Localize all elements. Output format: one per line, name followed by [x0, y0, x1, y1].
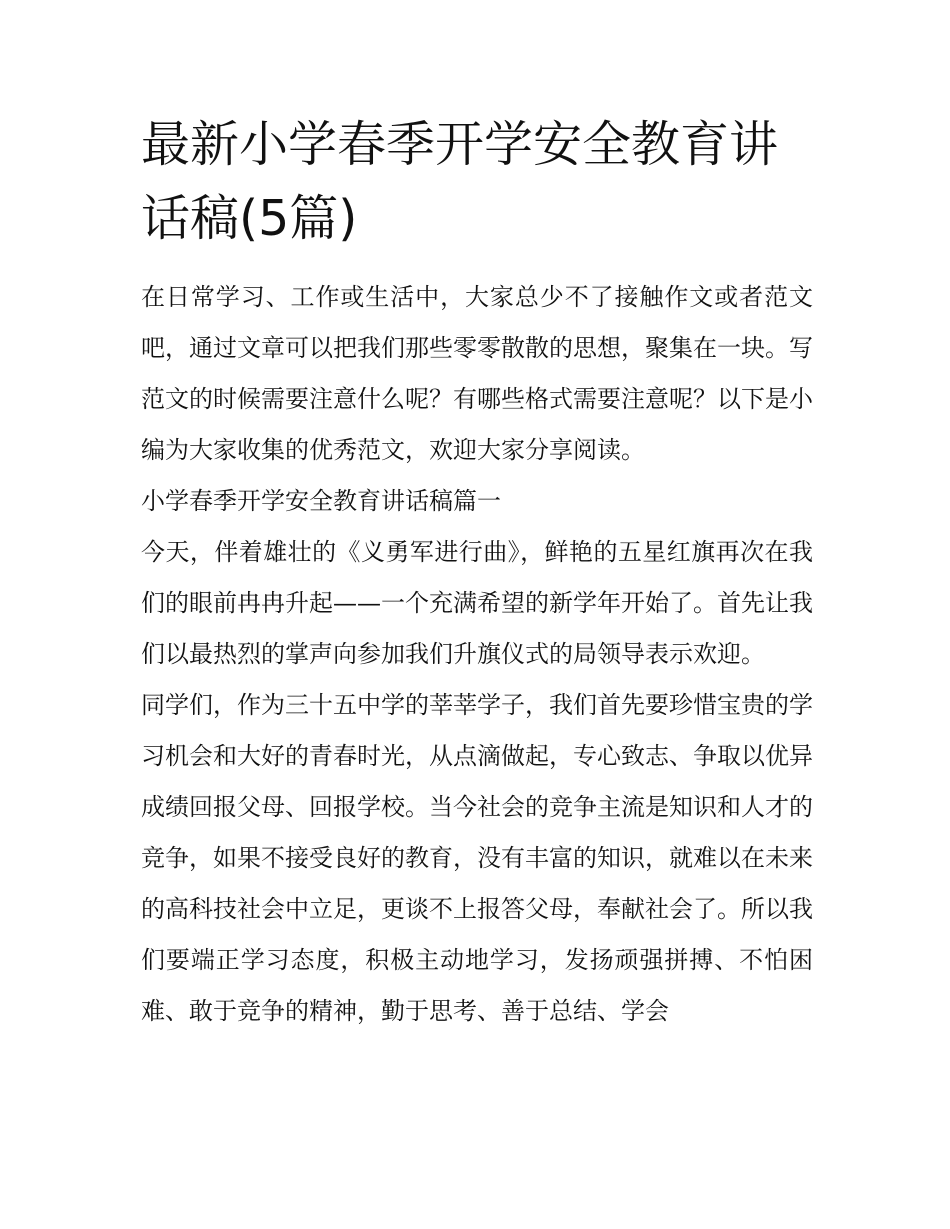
intro-paragraph: 在日常学习、工作或生活中，大家总少不了接触作文或者范文吧，通过文章可以把我们那些零零散散的思想，聚集在一块。写范文的时候需要注意什么呢？有哪些格式需要注意呢？以下是小编为大家收集的优秀范文，欢迎大家分享阅读。 [141, 283, 813, 464]
section-heading: 小学春季开学安全教育讲话稿篇一 [141, 487, 501, 515]
body-paragraph-1: 今天，伴着雄壮的《义勇军进行曲》，鲜艳的五星红旗再次在我们的眼前冉冉升起——一个充满希望的新学年开始了。首先让我们以最热烈的掌声向参加我们升旗仪式的局领导表示欢迎。 [141, 538, 813, 668]
document-body [141, 272, 813, 1037]
body-paragraph-2: 同学们，作为三十五中学的莘莘学子，我们首先要珍惜宝贵的学习机会和大好的青春时光，从点滴做起，专心致志、争取以优异成绩回报父母、回报学校。当今社会的竞争主流是知识和人才的竞争，如果不接受良好的教育，没有丰富的知识，就难以在未来的高科技社会中立足，更谈不上报答父母，奉献社会了。所以我们要端正学习态度，积极主动地学习，发扬顽强拼搏、不怕困难、敢于竞争的精神，勤于思考、善于总结、学会 [141, 691, 813, 1025]
document-page [141, 108, 813, 1037]
document-title: 最新小学春季开学安全教育讲话稿(5篇) [141, 116, 779, 247]
